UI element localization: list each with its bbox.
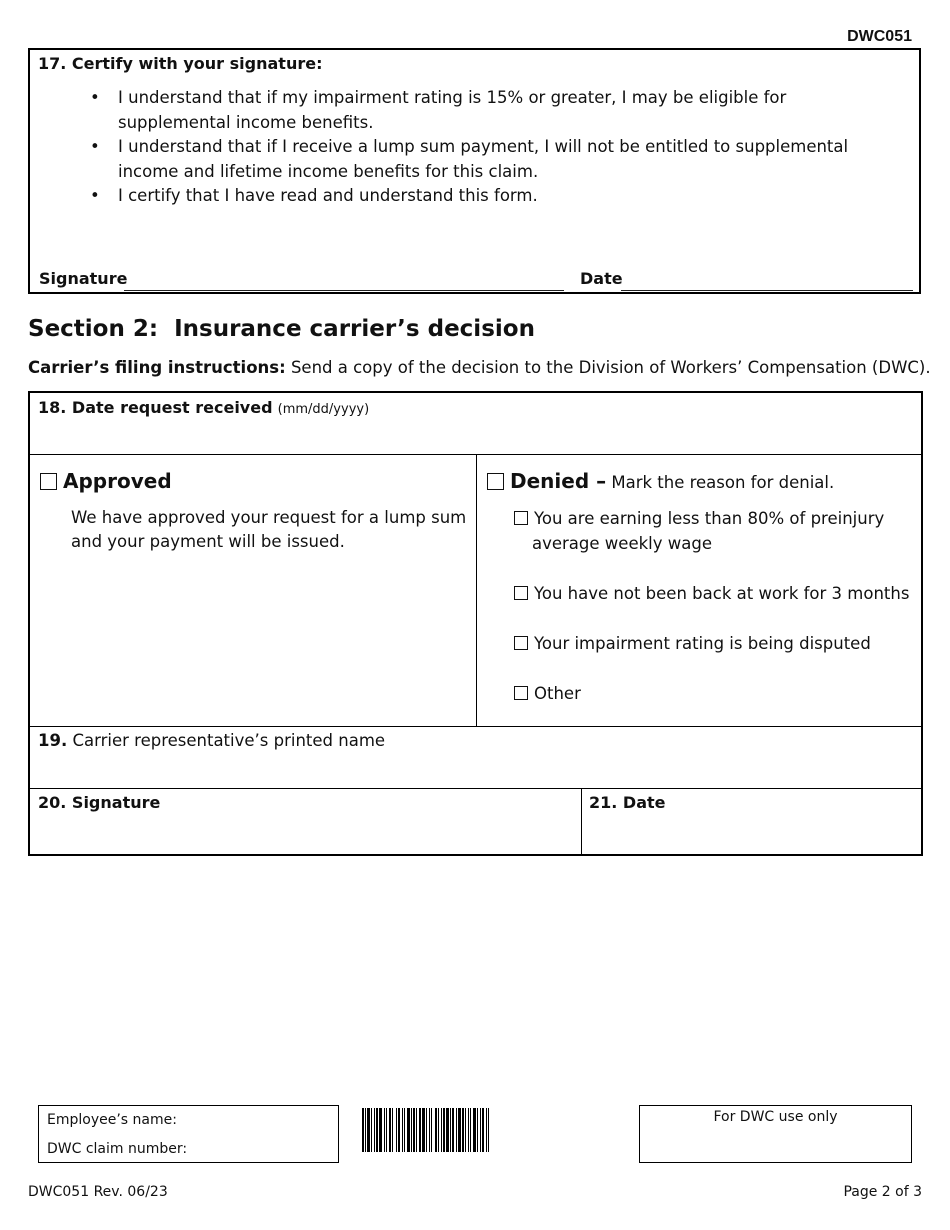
barcode-bar <box>486 1108 487 1152</box>
earnings-checkbox[interactable] <box>514 511 528 525</box>
filing-instructions <box>28 358 931 377</box>
barcode-bar <box>371 1108 372 1152</box>
barcode-bar <box>470 1108 471 1152</box>
date-received-field[interactable] <box>38 398 369 417</box>
form-revision: DWC051 Rev. 06/23 <box>28 1184 168 1200</box>
barcode-bar <box>443 1108 445 1152</box>
denied-option[interactable] <box>487 469 834 493</box>
decision-table <box>28 391 923 856</box>
barcode-bar <box>367 1108 370 1152</box>
barcode-bar <box>398 1108 400 1152</box>
certification-list <box>118 86 878 209</box>
carrier-date-field[interactable]: 21. Date <box>589 793 666 812</box>
certification-box <box>28 48 921 294</box>
barcode-bar <box>473 1108 476 1152</box>
earnings-reason-label: You are earning less than 80% of preinjury average weekly wage <box>532 509 885 553</box>
barcode-bar <box>396 1108 397 1152</box>
dwc-use-box <box>639 1105 912 1163</box>
barcode-bar <box>404 1108 405 1152</box>
denied-hint: Mark the reason for denial. <box>606 473 835 492</box>
rating-disputed-reason-label: Your impairment rating is being disputed <box>534 634 871 653</box>
printed-name-field[interactable] <box>38 731 385 750</box>
denied-checkbox[interactable] <box>487 473 504 490</box>
form-code: DWC051 <box>847 28 912 45</box>
filing-instructions-text: Send a copy of the decision to the Division of Workers’ Compensation (DWC). <box>285 358 931 377</box>
date-received-label: 18. Date request received <box>38 398 273 417</box>
divider <box>30 726 921 727</box>
certification-bullet: • I certify that I have read and understand this form. <box>118 184 878 209</box>
barcode-bar <box>411 1108 412 1152</box>
back-at-work-checkbox[interactable] <box>514 586 528 600</box>
denial-reason-rating-disputed[interactable] <box>514 631 914 656</box>
barcode-bar <box>392 1108 393 1152</box>
other-reason-label: Other <box>534 684 581 703</box>
barcode-bar <box>458 1108 461 1152</box>
employee-date-label: Date <box>580 269 623 288</box>
barcode <box>362 1108 615 1152</box>
denial-reason-earnings[interactable] <box>514 506 932 556</box>
barcode-bar <box>416 1108 417 1152</box>
barcode-bar <box>480 1108 481 1152</box>
approved-label: Approved <box>63 469 172 493</box>
barcode-bar <box>488 1108 489 1152</box>
back-at-work-reason-label: You have not been back at work for 3 months <box>534 584 910 603</box>
barcode-bar <box>376 1108 378 1152</box>
barcode-bar <box>429 1108 430 1152</box>
denial-reason-other[interactable] <box>514 681 914 706</box>
barcode-bar <box>477 1108 478 1152</box>
barcode-bar <box>402 1108 403 1152</box>
employee-signature-label: Signature <box>39 269 128 288</box>
other-checkbox[interactable] <box>514 686 528 700</box>
barcode-bar <box>482 1108 484 1152</box>
printed-name-number: 19. <box>38 731 68 750</box>
barcode-bar <box>465 1108 466 1152</box>
barcode-bar <box>419 1108 421 1152</box>
barcode-bar <box>446 1108 449 1152</box>
approved-checkbox[interactable] <box>40 473 57 490</box>
barcode-bar <box>374 1108 375 1152</box>
carrier-signature-field[interactable]: 20. Signature <box>38 793 161 812</box>
date-format-hint: (mm/dd/yyyy) <box>277 402 370 417</box>
employee-date-line[interactable] <box>621 290 913 291</box>
barcode-bar <box>431 1108 432 1152</box>
employee-name-label: Employee’s name: <box>47 1112 177 1128</box>
barcode-bar <box>452 1108 454 1152</box>
divider <box>30 788 921 789</box>
barcode-bar <box>441 1108 442 1152</box>
claim-number-label: DWC claim number: <box>47 1141 188 1157</box>
employee-info-box <box>38 1105 339 1163</box>
barcode-bar <box>456 1108 457 1152</box>
barcode-bar <box>468 1108 469 1152</box>
barcode-bar <box>386 1108 387 1152</box>
approved-text: We have approved your request for a lump sum and your payment will be issued. <box>71 508 467 551</box>
barcode-bar <box>435 1108 437 1152</box>
barcode-bar <box>422 1108 425 1152</box>
certification-title: 17. Certify with your signature: <box>38 54 323 73</box>
divider <box>581 788 582 854</box>
certification-bullet: • I understand that if my impairment rating is 15% or greater, I may be eligible for supplemental income benefits. <box>118 86 878 135</box>
employee-signature-line[interactable] <box>124 290 564 291</box>
filing-instructions-label: Carrier’s filing instructions: <box>28 358 286 377</box>
barcode-bar <box>384 1108 385 1152</box>
denial-reason-back-at-work[interactable] <box>514 581 919 606</box>
approved-option[interactable] <box>40 469 172 493</box>
barcode-bar <box>365 1108 366 1152</box>
page-number: Page 2 of 3 <box>843 1184 922 1200</box>
barcode-bar <box>413 1108 415 1152</box>
barcode-bar <box>450 1108 451 1152</box>
certification-bullet: • I understand that if I receive a lump sum payment, I will not be entitled to supplemental income and lifetime income benefits for this claim. <box>118 135 878 184</box>
printed-name-label: Carrier representative’s printed name <box>67 731 386 750</box>
barcode-bar <box>379 1108 382 1152</box>
denied-label: Denied – <box>510 469 607 493</box>
barcode-bar <box>462 1108 464 1152</box>
barcode-bar <box>389 1108 391 1152</box>
barcode-bar <box>426 1108 427 1152</box>
barcode-bar <box>362 1108 364 1152</box>
barcode-bar <box>438 1108 439 1152</box>
section-2-title: Section 2: Insurance carrier’s decision <box>28 316 535 342</box>
barcode-bar <box>407 1108 410 1152</box>
divider <box>476 454 477 726</box>
dwc-use-label: For DWC use only <box>713 1109 838 1125</box>
rating-disputed-checkbox[interactable] <box>514 636 528 650</box>
